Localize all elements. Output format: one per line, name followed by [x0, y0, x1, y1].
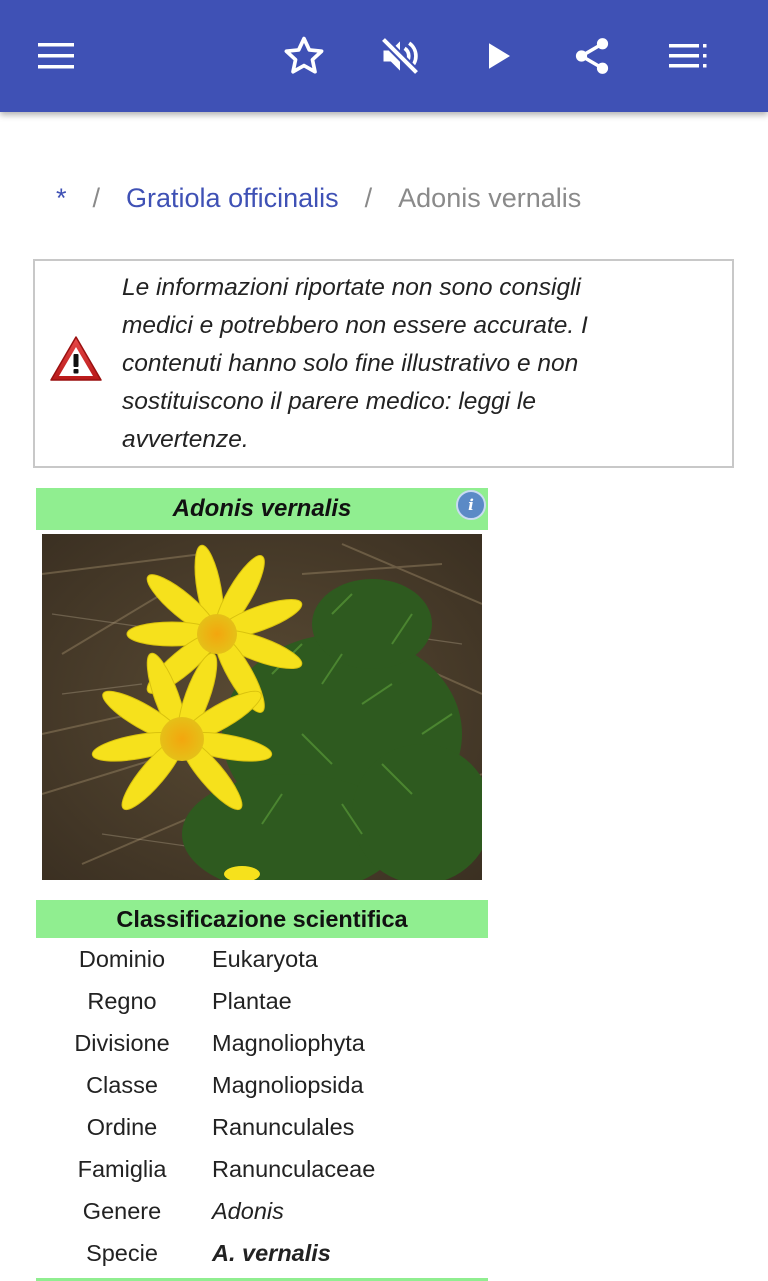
- playlist-icon[interactable]: [660, 28, 716, 84]
- taxonomy-row: [36, 980, 488, 1022]
- breadcrumb: [56, 176, 581, 220]
- taxonomy-key: Classe: [86, 1071, 158, 1098]
- breadcrumb-parent-link[interactable]: Gratiola officinalis: [126, 182, 339, 213]
- taxonomy-key: Regno: [87, 987, 157, 1014]
- taxonomy-value[interactable]: Adonis: [212, 1197, 284, 1224]
- taxonomy-key: Divisione: [74, 1029, 170, 1056]
- volume-off-icon[interactable]: [372, 28, 428, 84]
- taxobox: [36, 488, 488, 1266]
- play-icon[interactable]: [470, 28, 526, 84]
- info-icon[interactable]: i: [456, 490, 486, 520]
- taxonomy-section-header: Classificazione scientifica: [36, 900, 488, 938]
- warning-triangle-icon: [48, 334, 104, 384]
- menu-icon[interactable]: [28, 28, 84, 84]
- taxonomy-value[interactable]: Eukaryota: [212, 945, 318, 972]
- taxonomy-key: Genere: [82, 1197, 162, 1224]
- taxonomy-row: [36, 1022, 488, 1064]
- taxonomy-value[interactable]: Ranunculaceae: [212, 1155, 376, 1182]
- taxobox-title: [36, 488, 488, 530]
- disclaimer-text[interactable]: Le informazioni riportate non sono consigli medici e potrebbero non essere accurate. I contenuti hanno solo fine illustrativo e non sostituiscono il parere medico: leggi le avvertenze.: [122, 274, 588, 453]
- taxobox-title-text: Adonis vernalis: [172, 495, 352, 522]
- taxonomy-key: Dominio: [78, 945, 166, 972]
- taxonomy-value[interactable]: Plantae: [212, 987, 292, 1014]
- taxonomy-row: [36, 938, 488, 980]
- breadcrumb-root-link[interactable]: *: [56, 182, 67, 213]
- taxonomy-key: Ordine: [86, 1113, 158, 1140]
- taxonomy-value[interactable]: Magnoliopsida: [212, 1071, 364, 1098]
- taxonomy-row: [36, 1232, 488, 1274]
- breadcrumb-current: Adonis vernalis: [398, 182, 582, 213]
- species-photo[interactable]: [42, 534, 482, 880]
- share-icon[interactable]: [564, 28, 620, 84]
- taxonomy-row: [36, 1106, 488, 1148]
- taxonomy-table: [36, 938, 488, 1274]
- taxonomy-value: A. vernalis: [212, 1239, 331, 1266]
- breadcrumb-separator: /: [364, 182, 373, 213]
- taxonomy-row: [36, 1148, 488, 1190]
- taxonomy-value[interactable]: Ranunculales: [212, 1113, 355, 1140]
- taxonomy-row: [36, 1190, 488, 1232]
- disclaimer-box: [33, 259, 734, 468]
- taxonomy-value[interactable]: Magnoliophyta: [212, 1029, 365, 1056]
- app-toolbar: [0, 0, 768, 112]
- taxonomy-key: Specie: [86, 1239, 158, 1266]
- taxonomy-row: [36, 1064, 488, 1106]
- taxonomy-key: Famiglia: [77, 1155, 167, 1182]
- star-outline-icon[interactable]: [276, 28, 332, 84]
- breadcrumb-separator: /: [92, 182, 101, 213]
